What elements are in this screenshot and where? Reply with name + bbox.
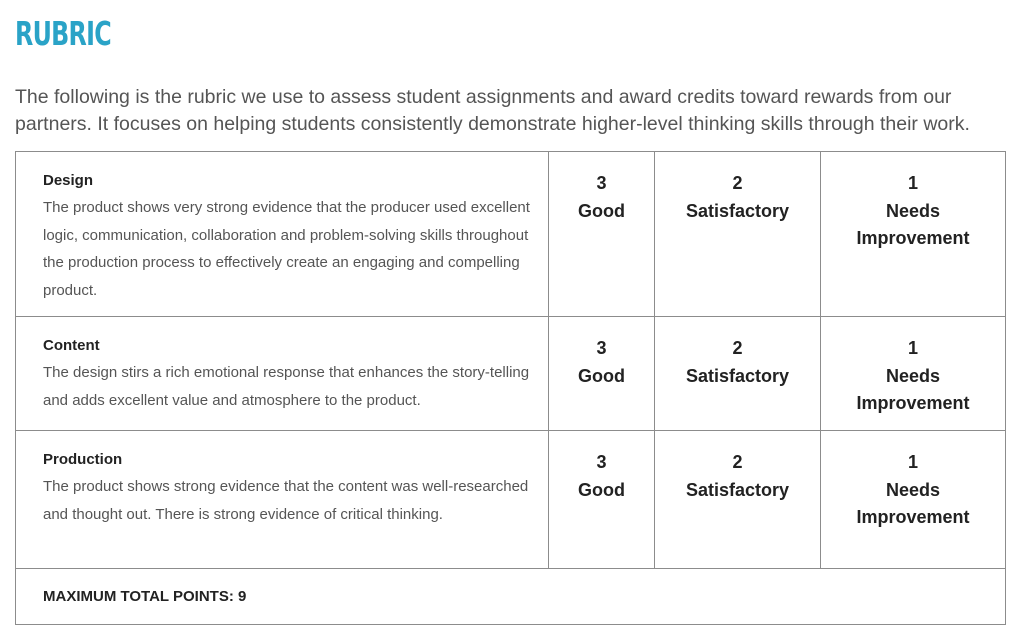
criterion-cell — [16, 317, 549, 431]
table-row-total — [16, 569, 1006, 625]
criterion-name: Content — [43, 337, 100, 354]
criterion-name: Production — [43, 451, 123, 468]
criterion-name: Design — [43, 172, 94, 189]
score-cell-satisfactory — [655, 317, 821, 431]
score-label: Satisfactory — [685, 200, 790, 221]
criterion-description: The product shows very strong evidence that the producer used excellent logic, communication, collaboration and problem-solving skills throughout the production process to effectively create an engaging and compelling product. — [43, 199, 530, 299]
score-cell-satisfactory — [655, 431, 821, 569]
score-cell-needs-improvement — [821, 152, 1006, 317]
criterion-cell — [16, 152, 549, 317]
score-points: 2 — [732, 338, 743, 358]
score-label: Satisfactory — [685, 479, 790, 500]
score-points: 1 — [907, 173, 918, 193]
score-points: 3 — [596, 173, 607, 193]
score-label: Good — [578, 479, 625, 500]
score-points: 3 — [596, 452, 607, 472]
criterion-description: The product shows strong evidence that the content was well-researched and thought out. There is strong evidence of critical thinking. — [43, 478, 529, 523]
score-label: Good — [578, 200, 625, 221]
intro-paragraph: The following is the rubric we use to assess student assignments and award credits toward rewards from our partners. It focuses on helping students consistently demonstrate higher-level thinking skills through their work. — [15, 86, 970, 135]
score-cell-satisfactory — [655, 152, 821, 317]
score-cell-good — [549, 317, 655, 431]
score-label: Needs — [885, 479, 941, 500]
rubric-table — [15, 151, 1006, 625]
score-cell-good — [549, 152, 655, 317]
score-label: Needs — [885, 200, 941, 221]
score-label-line2: Improvement — [856, 507, 970, 527]
page-title: RUBRIC — [15, 14, 111, 53]
score-points: 2 — [732, 452, 743, 472]
score-points: 2 — [732, 173, 743, 193]
table-row — [16, 431, 1006, 569]
score-points: 1 — [907, 338, 918, 358]
score-cell-needs-improvement — [821, 317, 1006, 431]
score-cell-needs-improvement — [821, 431, 1006, 569]
score-label: Needs — [885, 365, 941, 386]
score-label: Satisfactory — [685, 365, 790, 386]
table-row — [16, 152, 1006, 317]
score-label: Good — [578, 365, 625, 386]
score-label-line2: Improvement — [856, 393, 970, 413]
max-total-points: MAXIMUM TOTAL POINTS: 9 — [16, 569, 1006, 625]
criterion-description: The design stirs a rich emotional response that enhances the story-telling and adds excellent value and atmosphere to the product. — [43, 364, 530, 409]
score-label-line2: Improvement — [856, 228, 970, 248]
criterion-cell — [16, 431, 549, 569]
table-row — [16, 317, 1006, 431]
score-points: 1 — [907, 452, 918, 472]
score-cell-good — [549, 431, 655, 569]
score-points: 3 — [596, 338, 607, 358]
